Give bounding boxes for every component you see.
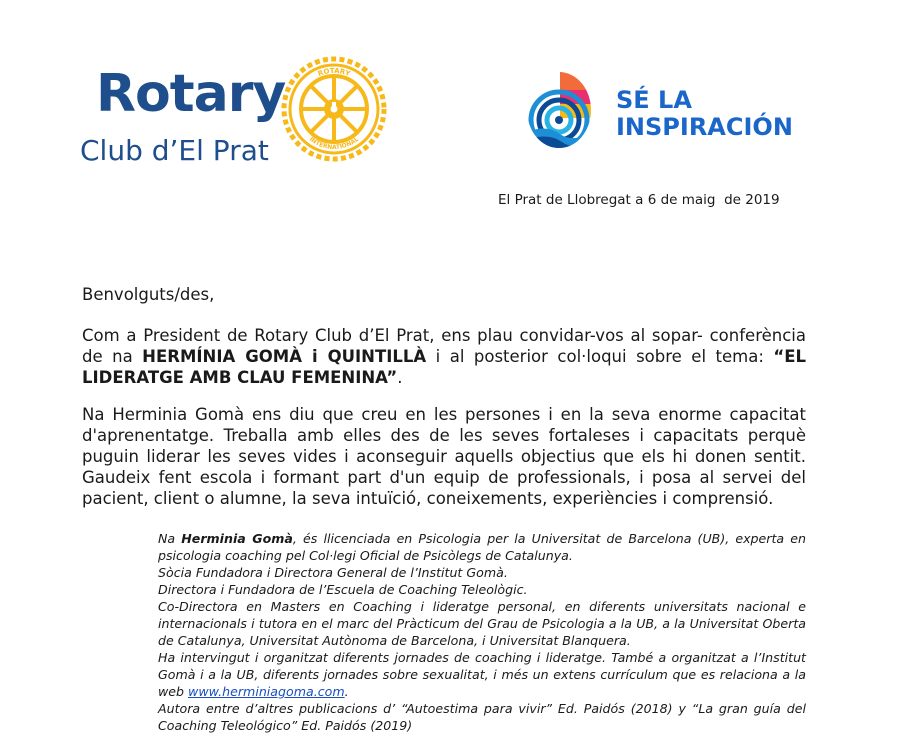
speaker-name: HERMÍNIA GOMÀ i QUINTILLÀ [142, 347, 427, 366]
wheel-bottom-text: INTERNATIONAL [307, 135, 361, 152]
bio-line-3: Directora i Fundadora de l’Escuela de Coaching Teleològic. [158, 582, 528, 597]
speaker-intro-paragraph: Na Herminia Gomà ens diu que creu en les persones i en la seva enorme capacitat d'aprenentatge. Treballa amb elles des de les seves fortaleses i capacitats perquè puguin liderar les seves vides i aconseguir aquells objectius que els hi donen sentit. Gaudeix fent escola i formant part d'un equip de professionals, i posa al servei del pacient, client o alumne, la seva intuïció, coneixements, experiències i comprensió. [82, 405, 806, 508]
talk-topic: “EL LIDERATGE AMB CLAU FEMENINA” [82, 347, 807, 387]
slogan-line-1: SÉ LA [616, 86, 692, 114]
date-line: El Prat de Llobregat a 6 de maig de 2019 [498, 192, 780, 208]
bio-line-1 [158, 530, 806, 564]
bio-text: . [344, 684, 349, 699]
para1-text-3: . [397, 368, 403, 387]
speaker-bio [158, 530, 806, 734]
rotary-wheel-icon [280, 55, 388, 163]
para1-text-1: Com a President de Rotary Club d’El Prat, ens plau convidar-vos al sopar- conferència de na [82, 326, 806, 366]
bio-text: Ha intervingut i organitzat diferents jornades de coaching i lideratge. També a organitzat a l’Institut Gomà i a la UB, diferents jornades sobre sexualitat, i més un extens currículum que es relaciona a la web [158, 650, 806, 699]
greeting: Benvolguts/des, [82, 285, 215, 304]
be-the-inspiration-logo-icon [526, 70, 592, 150]
bio-line-6: Autora entre d’altres publicacions d’ “Autoestima para vivir” Ed. Paidós (2018) y “La gran guía del Coaching Teleológico” Ed. Paidós (2019) [158, 701, 806, 733]
bio-text: , és llicenciada en Psicologia per la Universitat de Barcelona (UB), experta en psicologia coaching pel Col·legi Oficial de Psicòlegs de Catalunya. [158, 531, 806, 563]
wheel-top-text: ROTARY [316, 66, 352, 79]
website-link[interactable]: www.herminiagoma.com [188, 684, 345, 699]
bio-line-4: Co-Directora en Masters en Coaching i lideratge personal, en diferents universitats nacional e internacionals i tutora en el marc del Pràcticum del Grau de Psicologia a la UB, a la Universitat Oberta de Catalunya, Universitat Autònoma de Barcelona, i Universitat Blanquera. [158, 599, 806, 648]
bio-line-5 [158, 649, 806, 700]
club-name: Club d’El Prat [80, 134, 269, 167]
bio-text: Na [158, 531, 182, 546]
bio-line-2: Sòcia Fundadora i Directora General de l’Institut Gomà. [158, 565, 508, 580]
invitation-paragraph [82, 325, 806, 388]
para1-text-2: i al posterior col·loqui sobre el tema: [426, 347, 774, 366]
slogan-line-2: INSPIRACIÓN [616, 113, 793, 141]
rotary-logo-wordmark: Rotary [96, 64, 286, 124]
bio-speaker-name: Herminia Gomà [181, 531, 293, 546]
